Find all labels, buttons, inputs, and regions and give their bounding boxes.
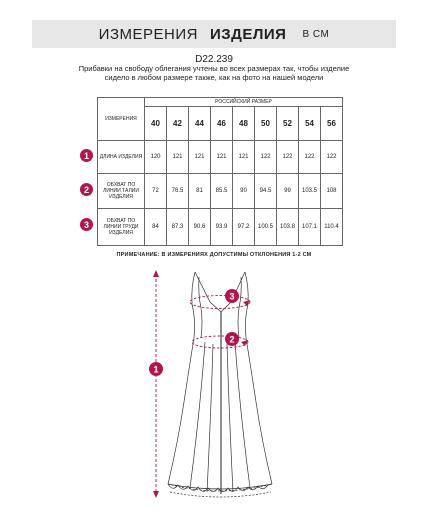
table-cell: 97.2 xyxy=(233,209,255,246)
chest-arrow-tip xyxy=(243,300,250,306)
length-marker-number: 1 xyxy=(153,364,159,375)
row-marker-1: 1 xyxy=(80,149,93,162)
table-cell: 120 xyxy=(145,141,167,174)
dress-outline xyxy=(168,272,272,497)
table-cell: 121 xyxy=(167,141,189,174)
size-header: 44 xyxy=(189,107,211,141)
size-header: 50 xyxy=(255,107,277,141)
table-cell: 110.4 xyxy=(321,209,343,246)
size-header: 56 xyxy=(321,107,343,141)
table-cell: 121 xyxy=(233,141,255,174)
table-cell: 99 xyxy=(277,174,299,209)
table-cell: 90 xyxy=(233,174,255,209)
row-marker-2: 2 xyxy=(80,183,93,196)
size-header: 46 xyxy=(211,107,233,141)
row-label-chest: ОБХВАТ ПО ЛИНИИ ГРУДИ ИЗДЕЛИЯ xyxy=(98,209,145,246)
fit-note: Прибавки на свободу облегания учтены во всех размерах так, чтобы изделие сидело в любом размере также, как на фото на нашей модели xyxy=(78,64,350,82)
table-cell: 84 xyxy=(145,209,167,246)
table-cell: 121 xyxy=(211,141,233,174)
size-table xyxy=(97,97,343,246)
table-row xyxy=(98,141,343,174)
dress-illustration xyxy=(0,262,428,527)
row-label-waist: ОБХВАТ ПО ЛИНИИ ТАЛИИ ИЗДЕЛИЯ xyxy=(98,174,145,209)
table-cell: 122 xyxy=(299,141,321,174)
table-cell: 103.8 xyxy=(277,209,299,246)
size-header: 52 xyxy=(277,107,299,141)
page-header xyxy=(32,20,396,48)
table-cell: 107.1 xyxy=(299,209,321,246)
table-cell: 103.5 xyxy=(299,174,321,209)
header-unit: В СМ xyxy=(302,28,330,40)
table-cell: 93.9 xyxy=(211,209,233,246)
waist-marker xyxy=(225,332,239,346)
size-header: 40 xyxy=(145,107,167,141)
size-header: 54 xyxy=(299,107,321,141)
table-cell: 81 xyxy=(189,174,211,209)
waist-ellipse xyxy=(192,336,248,348)
model-code: D22.239 xyxy=(195,54,233,65)
chest-marker-number: 3 xyxy=(229,291,235,302)
table-row xyxy=(98,174,343,209)
table-cell: 87.3 xyxy=(167,209,189,246)
row-marker-3: 3 xyxy=(80,218,93,231)
table-cell: 85.5 xyxy=(211,174,233,209)
row-label-length: ДЛИНА ИЗДЕЛИЯ xyxy=(98,141,145,174)
size-header: 48 xyxy=(233,107,255,141)
table-cell: 72 xyxy=(145,174,167,209)
table-cell: 76.5 xyxy=(167,174,189,209)
length-arrow xyxy=(153,270,159,498)
table-row xyxy=(98,209,343,246)
table-cell: 122 xyxy=(255,141,277,174)
size-header: 42 xyxy=(167,107,189,141)
corner-label: ИЗМЕРЕНИЯ xyxy=(98,98,145,141)
header-word-measurements: ИЗМЕРЕНИЯ xyxy=(98,25,198,43)
table-cell: 94.5 xyxy=(255,174,277,209)
waist-marker-number: 2 xyxy=(229,334,235,345)
table-cell: 108 xyxy=(321,174,343,209)
table-cell: 100.5 xyxy=(255,209,277,246)
table-cell: 121 xyxy=(189,141,211,174)
chest-marker xyxy=(225,289,239,303)
table-cell: 122 xyxy=(321,141,343,174)
table-cell: 90.6 xyxy=(189,209,211,246)
table-cell: 122 xyxy=(277,141,299,174)
size-group-label: РОССИЙСКИЙ РАЗМЕР xyxy=(145,98,343,107)
table-header-row xyxy=(98,98,343,107)
tolerance-footnote: ПРИМЕЧАНИЕ: В ИЗМЕРЕНИЯХ ДОПУСТИМЫ ОТКЛОНЕНИЯ 1-2 СМ xyxy=(116,252,312,258)
length-marker xyxy=(149,362,163,376)
header-word-product: ИЗДЕЛИЯ xyxy=(209,25,287,43)
